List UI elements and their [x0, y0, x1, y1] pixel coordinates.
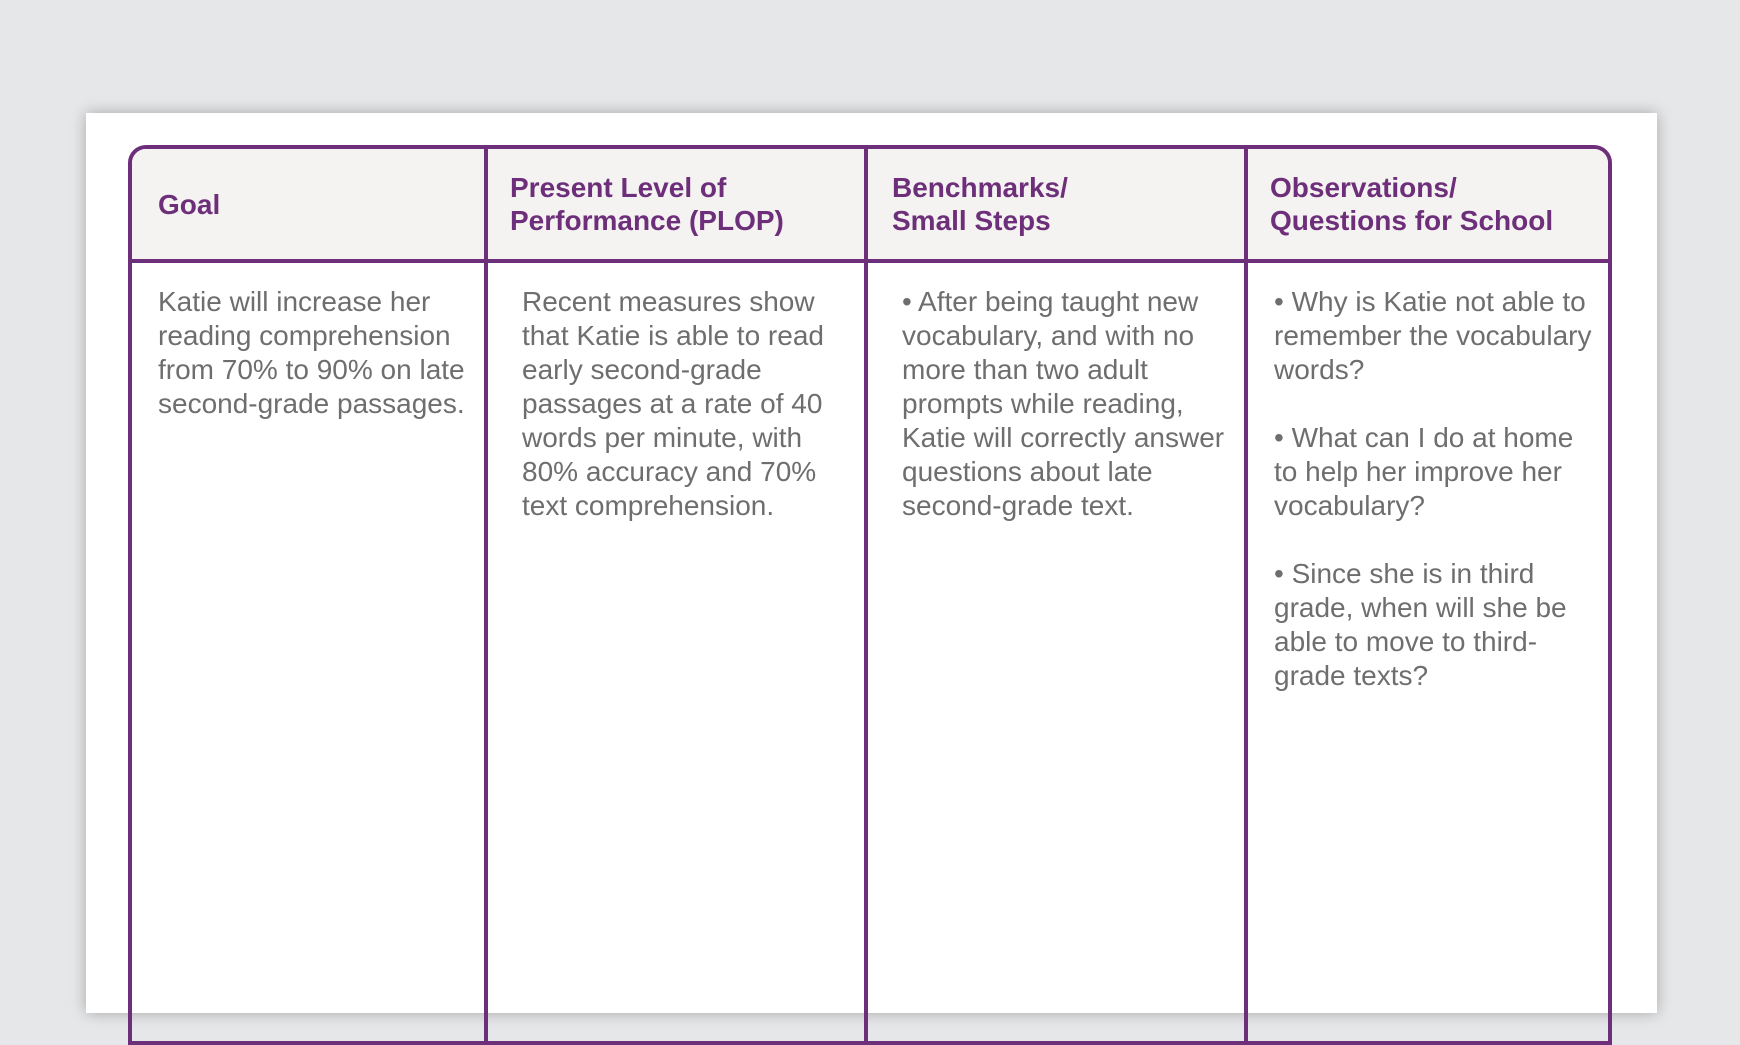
plop-text: Recent measures show that Katie is able to read early second-grade passages at a rate of 40 words per minute, with 80% accuracy and 70% text comprehension.	[522, 286, 824, 521]
iep-goal-table	[128, 145, 1612, 1045]
header-plop	[488, 149, 868, 263]
observation-item: • Since she is in third grade, when will she be able to move to third-grade texts?	[1274, 558, 1567, 691]
header-observations-label: Observations/ Questions for School	[1270, 172, 1554, 236]
cell-plop	[488, 263, 868, 1041]
benchmark-text: • After being taught new vocabulary, and with no more than two adult prompts while reading, Katie will correctly answer questions about late second-grade text.	[902, 286, 1225, 521]
cell-goal	[132, 263, 488, 1041]
cell-benchmarks	[868, 263, 1248, 1041]
header-goal	[132, 149, 488, 263]
header-goal-label: Goal	[158, 188, 221, 220]
header-benchmarks	[868, 149, 1248, 263]
header-plop-label: Present Level of Performance (PLOP)	[510, 172, 784, 236]
cell-observations	[1248, 263, 1608, 1041]
observation-item: • What can I do at home to help her improve her vocabulary?	[1274, 422, 1574, 521]
header-benchmarks-label: Benchmarks/ Small Steps	[892, 172, 1068, 236]
header-observations	[1248, 149, 1608, 263]
goal-text: Katie will increase her reading comprehension from 70% to 90% on late second-grade passages.	[158, 286, 465, 419]
observation-item: • Why is Katie not able to remember the vocabulary words?	[1274, 286, 1592, 385]
